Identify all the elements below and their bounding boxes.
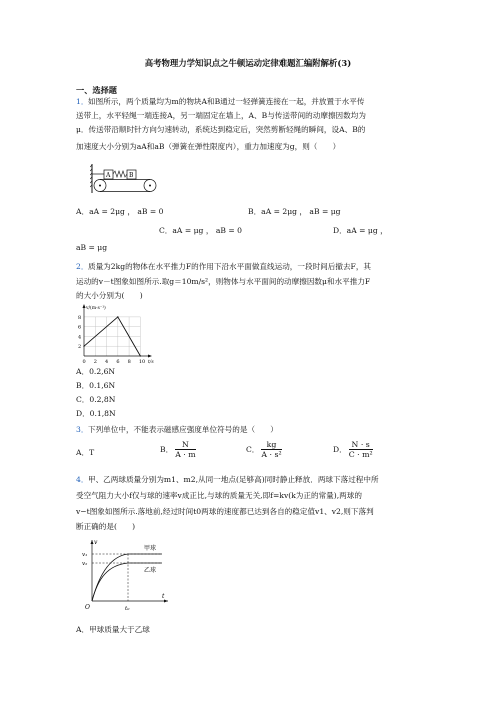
section-heading: 一、选择题	[76, 85, 117, 95]
block-b-label: B	[129, 172, 134, 179]
q1-number: 1．	[76, 97, 89, 106]
q4-origin-label: O	[85, 604, 90, 611]
q3-option-b-fraction	[175, 440, 195, 460]
x-tick-label: 0	[82, 359, 86, 364]
q2-line-1: 质量为2kg的物体在水平推力F的作用下沿水平面做直线运动，一段时间后撤去F，其	[88, 262, 372, 271]
y-axis-label: v/(m·s⁻¹)	[86, 306, 106, 311]
q4-line-3: v−t图象如图所示.落地前,经过时间t0两球的速度都已达到各自的稳定值v1、v2,则下落判	[76, 507, 374, 516]
q3-option-d-denominator: C · m²	[348, 450, 373, 460]
q1-option-b: B．aA = 2μg ， aB = μg	[248, 207, 341, 216]
q2-option-b: B．0.1,6N	[76, 381, 116, 390]
q3-option-d-numerator: N · s	[349, 440, 373, 450]
data-point	[117, 316, 118, 317]
q1-line-1: 如图所示，两个质量均为m的物块A和B通过一轻弹簧连接在一起，并放置于水平传	[88, 97, 365, 106]
q3-number: 3．	[76, 425, 89, 434]
q2-line-3: 的大小分别为( )	[76, 291, 143, 300]
q3-text: 下列单位中，不能表示磁感应强度单位符号的是（ ）	[88, 425, 278, 434]
q4-t-axis-label: t	[162, 593, 165, 600]
y-tick-label: 8	[78, 314, 82, 321]
q2-option-a: A．0.2,6N	[76, 367, 116, 376]
q3-option-c-denominator: A · s²	[261, 450, 282, 460]
q2-option-d: D．0.1,8N	[76, 409, 116, 418]
y-tick-label: 2	[78, 344, 82, 351]
q4-v-axis-label: v	[94, 539, 98, 546]
q1-line-4: 加速度大小分别为aA和aB（弹簧在弹性限度内），重力加速度为g，则（ ）	[76, 142, 341, 151]
data-point	[83, 346, 84, 347]
block-a-label: A	[106, 172, 111, 179]
q3-option-b-label: B．	[160, 444, 174, 454]
q2-option-c: C．0.2,8N	[76, 395, 116, 404]
q4-jia-label: 甲球	[144, 545, 157, 552]
q3-option-a: A．T	[76, 448, 95, 457]
q4-line-4: 断正确的是( )	[76, 522, 136, 531]
q4-t0-label: t₀	[125, 606, 130, 612]
conveyor-belt-figure	[90, 163, 160, 197]
page-title: 高考物理力学知识点之牛顿运动定律难题汇编附解析(3)	[144, 58, 352, 68]
data-point	[140, 355, 141, 356]
q3-option-d-label: D．	[333, 444, 347, 454]
q1-option-d-cont: aB = μg	[76, 243, 108, 252]
q2-number: 2．	[76, 262, 89, 271]
q3-option-d	[333, 440, 375, 460]
x-axis-arrow	[148, 355, 152, 358]
q3-option-b	[160, 440, 198, 460]
q1-line-3: μ．传送带沿顺时针方向匀速转动，系统达到稳定后，突然剪断轻绳的瞬间，设A、B的	[76, 125, 366, 134]
q1-line-2: 送带上，水平轻绳一端连接A，另一端固定在墙上，A、B与传送带间的动摩擦因数均为	[76, 111, 366, 120]
q3-option-d-fraction	[349, 440, 373, 460]
x-tick-label: 10	[138, 359, 146, 364]
q3-option-c-numerator: kg	[261, 440, 281, 450]
q1-option-d: D．aA = μg ，	[333, 226, 388, 235]
y-tick-label: 4	[78, 334, 82, 341]
q4-yi-label: 乙球	[144, 567, 157, 574]
q4-line-1: 甲、乙两球质量分别为m1、m2,从同一地点(足够高)同时静止释放．两球下落过程中所	[88, 475, 379, 484]
q4-number: 4．	[76, 475, 89, 484]
y-tick-label: 6	[78, 324, 82, 331]
x-tick-label: 2	[93, 359, 97, 364]
x-tick-label: 8	[127, 359, 131, 364]
x-axis-label: t/s	[148, 360, 154, 364]
x-tick-label: 4	[105, 359, 109, 364]
q3-option-c-fraction	[261, 440, 281, 460]
q4-line-2: 受空气阻力大小f仅与球的速率v成正比,与球的质量无关,即f=kv(k为正的常量),两球的	[76, 491, 362, 500]
q1-option-a: A．aA = 2μg ， aB = 0	[76, 207, 164, 216]
q3-option-c-label: C．	[246, 444, 260, 454]
x-tick-label: 6	[116, 359, 120, 364]
q4-option-a: A．甲球质量大于乙球	[76, 625, 150, 634]
q4-v2-label: v₂	[82, 561, 88, 567]
q2-vt-chart	[74, 304, 154, 364]
q4-v1-label: v₁	[82, 552, 88, 558]
q1-option-c: C．aA = μg ， aB = 0	[159, 226, 242, 235]
q3-option-b-denominator: A · m	[175, 450, 196, 460]
q3-option-c	[246, 440, 284, 460]
q2-line-2: 运动的v－t图象如图所示.取g＝10m/s²，则物体与水平面间的动摩擦因数μ和水平推力F	[76, 277, 371, 286]
q3-option-b-numerator: N	[175, 440, 195, 450]
q4-vt-figure	[82, 536, 172, 614]
